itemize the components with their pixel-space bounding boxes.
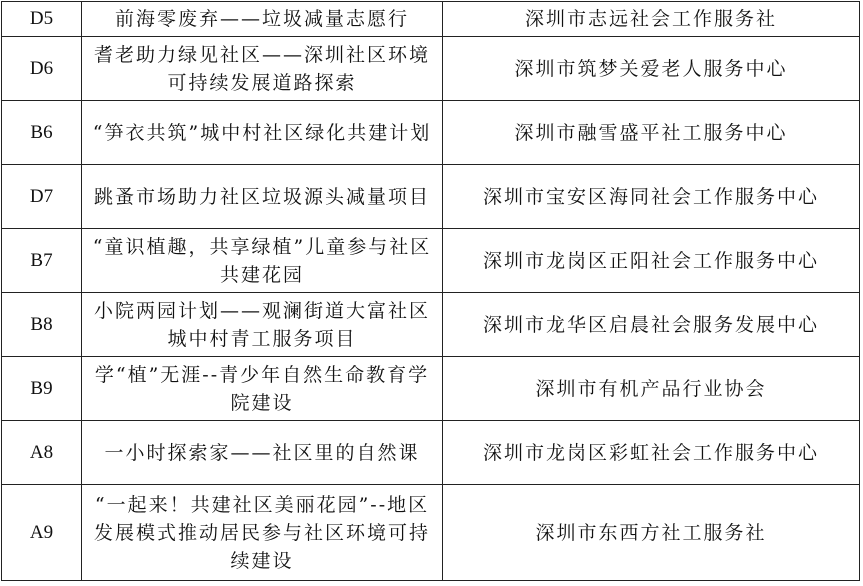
project-title: 学“植”无涯--青少年自然生命教育学院建设: [82, 357, 443, 421]
project-title: 跳蚤市场助力社区垃圾源头减量项目: [82, 165, 443, 229]
project-code: D5: [2, 2, 82, 37]
project-code: A8: [2, 421, 82, 485]
table-row: [2, 101, 860, 165]
table-row: [2, 485, 860, 581]
table-row: [2, 165, 860, 229]
organization-name: 深圳市宝安区海同社会工作服务中心: [443, 165, 860, 229]
project-title: “笋衣共筑”城中村社区绿化共建计划: [82, 101, 443, 165]
organization-name: 深圳市筑梦关爱老人服务中心: [443, 37, 860, 101]
project-code: B8: [2, 293, 82, 357]
table-row: [2, 357, 860, 421]
project-code: B6: [2, 101, 82, 165]
project-title: 前海零废弃——垃圾减量志愿行: [82, 2, 443, 37]
project-code: D6: [2, 37, 82, 101]
project-code: A9: [2, 485, 82, 581]
organization-name: 深圳市融雪盛平社工服务中心: [443, 101, 860, 165]
organization-name: 深圳市有机产品行业协会: [443, 357, 860, 421]
project-code: D7: [2, 165, 82, 229]
table-row: [2, 2, 860, 37]
project-title: 小院两园计划——观澜街道大富社区城中村青工服务项目: [82, 293, 443, 357]
project-title: “一起来！共建社区美丽花园”--地区发展模式推动居民参与社区环境可持续建设: [82, 485, 443, 581]
table-row: [2, 421, 860, 485]
project-code: B9: [2, 357, 82, 421]
organization-name: 深圳市龙岗区彩虹社会工作服务中心: [443, 421, 860, 485]
table-row: [2, 293, 860, 357]
organization-name: 深圳市东西方社工服务社: [443, 485, 860, 581]
organization-name: 深圳市志远社会工作服务社: [443, 2, 860, 37]
project-title: 耆老助力绿见社区——深圳社区环境可持续发展道路探索: [82, 37, 443, 101]
table-row: [2, 229, 860, 293]
organization-name: 深圳市龙岗区正阳社会工作服务中心: [443, 229, 860, 293]
project-code: B7: [2, 229, 82, 293]
project-title: “童识植趣，共享绿植”儿童参与社区共建花园: [82, 229, 443, 293]
project-title: 一小时探索家——社区里的自然课: [82, 421, 443, 485]
project-table: [1, 1, 860, 581]
organization-name: 深圳市龙华区启晨社会服务发展中心: [443, 293, 860, 357]
table-row: [2, 37, 860, 101]
